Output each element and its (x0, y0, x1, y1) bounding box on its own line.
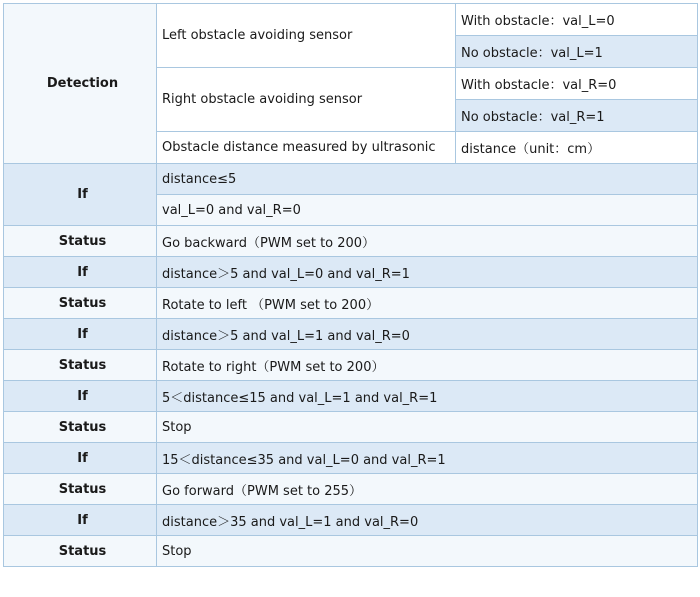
left-with-obstacle-cell: With obstacle：val_L=0 (456, 4, 698, 36)
rule-text-cell: 15＜distance≤35 and val_L=0 and val_R=1 (157, 443, 698, 474)
rule-text-cell: 5＜distance≤15 and val_L=1 and val_R=1 (157, 381, 698, 412)
rule-label-status: Status (4, 412, 157, 443)
rule-text-cell: distance＞35 and val_L=1 and val_R=0 (157, 505, 698, 536)
right-no-obstacle-cell: No obstacle：val_R=1 (456, 100, 698, 132)
rule-label-if: If (4, 257, 157, 288)
rule-text-cell: distance＞5 and val_L=0 and val_R=1 (157, 257, 698, 288)
rule-text-cell: distance＞5 and val_L=1 and val_R=0 (157, 319, 698, 350)
rule-text-cell: Go forward（PWM set to 255） (157, 474, 698, 505)
rule-text-cell: Rotate to right（PWM set to 200） (157, 350, 698, 381)
left-sensor-cell: Left obstacle avoiding sensor (157, 4, 456, 68)
rule-label-if: If (4, 443, 157, 474)
rule-label-if: If (4, 319, 157, 350)
rule-label-status: Status (4, 288, 157, 319)
rule-condition-cell: distance≤5 (157, 164, 698, 195)
rule-label-status: Status (4, 474, 157, 505)
rule-text-cell: Stop (157, 536, 698, 567)
rule-label-if: If (4, 381, 157, 412)
rule-condition-cell: val_L=0 and val_R=0 (157, 195, 698, 226)
detection-label: Detection (4, 4, 157, 164)
rule-label-status: Status (4, 226, 157, 257)
rule-label-status: Status (4, 350, 157, 381)
obstacle-avoidance-logic-table (3, 3, 698, 567)
rule-text-cell: Go backward（PWM set to 200） (157, 226, 698, 257)
left-no-obstacle-cell: No obstacle：val_L=1 (456, 36, 698, 68)
right-with-obstacle-cell: With obstacle：val_R=0 (456, 68, 698, 100)
rule-label-status: Status (4, 536, 157, 567)
rule-label-if: If (4, 505, 157, 536)
rule-text-cell: Stop (157, 412, 698, 443)
rule-label-if: If (4, 164, 157, 226)
rule-text-cell: Rotate to left （PWM set to 200） (157, 288, 698, 319)
ultrasonic-cell: Obstacle distance measured by ultrasonic (157, 132, 456, 164)
distance-unit-cell: distance（unit：cm） (456, 132, 698, 164)
right-sensor-cell: Right obstacle avoiding sensor (157, 68, 456, 132)
